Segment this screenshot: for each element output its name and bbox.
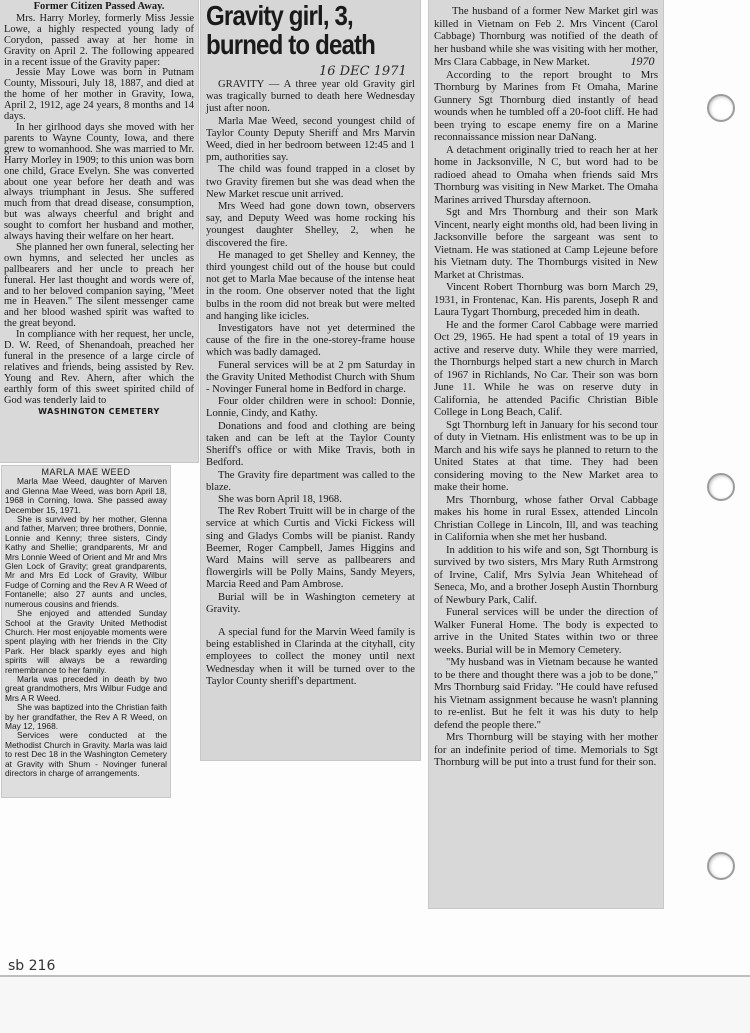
paragraph: Mrs Thornburg will be staying with her mother for an indefinite period of time. Memorials to Sgt Thornburg will be put into a trust fund for their son. — [434, 731, 658, 768]
paragraph — [434, 5, 658, 69]
paragraph: In her girlhood days she moved with her parents to Wayne County, Iowa, and there grew to womanhood. She was married to Mr. Harry Morley in 1909; to this union was born one child, Grace Evelyn. She was converted about one year before her death and was always triumphant in Jesus. She suffered much from that dread disease, consumption, but was always cheerful and bright and sought to comfort her husband and mother, always having their welfare on her heart. — [4, 121, 194, 243]
handwritten-date: 16 DEC 1971 — [319, 64, 407, 79]
paragraph: GRAVITY — A three year old Gravity girl was tragically burned to death here Wednesday just after noon. — [206, 79, 415, 115]
spacer — [206, 616, 415, 627]
headline-line-2: burned to death — [206, 29, 376, 60]
paragraph: He and the former Carol Cabbage were married Oct 29, 1965. He had spent a total of 19 years in active and reserve duty. While they were married, the Thornburgs helped start a new church in March of 1967 in Richlands, No Car. Their son was born June 11. While he was on reserve duty in California, he attended Pacific Christian Bible College in Long Beach, Calif. — [434, 318, 658, 418]
paragraph: Donations and food and clothing are being taken and can be left at the Taylor County Sheriff's office or with Mike Travis, both in Bedford. — [206, 420, 415, 469]
paragraph: Mrs Weed had gone down town, observers say, and Deputy Weed was home rocking his youngest daughter Shelley, 2, when he discovered the fire. — [206, 201, 415, 249]
article-headline — [206, 1, 412, 59]
scrapbook-page-number: sb 216 — [8, 958, 56, 974]
paragraph: He managed to get Shelley and Kenney, the third youngest child out of the house but could not get to Marla Mae because of the intense heat in the room. One observer noted that the light bulbs in the room did not break but were melted and hanging like icicles. — [206, 249, 415, 322]
paragraph: In compliance with her request, her uncle, D. W. Reed, of Shenandoah, preached her funeral in the presence of a large circle of relatives and friends, being assisted by Rev. Young and Rev. Ahern, after which the earthly form of this sweet spirited child of God was tenderly laid to — [4, 329, 194, 406]
paragraph: The Rev Robert Truitt will be in charge of the service at which Curtis and Vicki Fickess will sing and Gladys Combs will be pianist. Randy Beemer, Roger Campbell, James Higgins and Ward Mains will serve as pallbearers and flowergirls will be Polly Mains, Sandy Meyers, Marcia Reed and Pam Ambrose. — [206, 506, 415, 591]
binder-hole-middle — [707, 473, 735, 501]
paragraph: Mrs. Harry Morley, formerly Miss Jessie Lowe, a highly respected young lady of Corydon, passed away at her home in Gravity on April 2. The following appeared in a recent issue of the Gravity paper: — [4, 12, 194, 68]
paragraph: She was baptized into the Christian faith by her grandfather, the Rev A R Weed, on May 12, 1968. — [5, 702, 167, 731]
paragraph: Four older children were in school: Donnie, Lonnie, Cindy, and Kathy. — [206, 396, 415, 420]
paragraph: Funeral services will be at 2 pm Saturday in the Gravity United Methodist Church with Shum - Novinger Funeral home in Bedford in charge. — [206, 359, 415, 396]
paragraph: Sgt Thornburg left in January for his second tour of duty in Vietnam. His enlistment was to be up in March and his wife says he planned to return to the United States at that time. They had been considering moving to the New Market area to make their home. — [434, 418, 658, 493]
binder-hole-top — [707, 94, 735, 122]
background-below-page — [0, 977, 750, 1033]
paragraph: Marla Mae Weed, second youngest child of Taylor County Deputy Sheriff and Mrs Marvin Weed, died in her bedroom between 12:45 and 1 pm, authorities say. — [206, 115, 415, 164]
paragraph: Funeral services will be under the direction of Walker Funeral Home. The body is expected to arrive in the United States within two or three weeks. Burial will be in Memory Cemetery. — [434, 606, 658, 656]
paragraph: A detachment originally tried to reach her at her home in Jacksonville, N C, but word had to be radioed ahead to Omaha when friends said Mrs Thornburg was visiting in New Market. The Omaha Marines arrived Thursday afternoon. — [434, 143, 658, 206]
paragraph: Marla was preceded in death by two great grandmothers, Mrs Wilbur Fudge and Mrs A R Weed. — [5, 673, 167, 703]
paragraph: Investigators have not yet determined the cause of the fire in the one-storey-frame house which was badly damaged. — [206, 323, 415, 359]
handwritten-year: 1970 — [630, 54, 655, 68]
cemetery-stamp: WASHINGTON CEMETERY — [38, 406, 160, 416]
paragraph: Services were conducted at the Methodist Church in Gravity. Marla was laid to rest Dec 18 in the Washington Cemetery at Gravity with Shum - Novinger funeral directors in charge of arrangements. — [5, 730, 167, 778]
paragraph: Mrs Thornburg, whose father Orval Cabbage makes his home in rural Essex, attended Lincoln Christian College in Lincoln, Ill, and was teaching in California when she met her husband. — [434, 493, 658, 543]
paragraph: She enjoyed and attended Sunday School at the Gravity United Methodist Church. Her most enjoyable moments were spent playing with her friends in the City Park. Her black sparkly eyes and high spirits will always be a rewarding remembrance to her family. — [5, 608, 167, 675]
binder-hole-bottom — [707, 852, 735, 880]
paragraph: Jessie May Lowe was born in Putnam County, Missouri, July 18, 1887, and died at the home of her mother in Gravity, Iowa, April 2, 1912, age 24 years, 8 months and 14 days. — [4, 67, 194, 123]
paragraph: In addition to his wife and son, Sgt Thornburg is survived by two sisters, Mrs Mary Ruth Armstrong of Irvine, Calif, Mrs Sylvia Jean Whitehead of Seneca, Mo, and a brother Joseph Austin Thornburg of Newbury Park, Calif. — [434, 543, 658, 606]
news-article-thornburg — [429, 0, 663, 908]
news-article-gravity-girl — [201, 0, 420, 760]
paragraph: Sgt and Mrs Thornburg and their son Mark Vincent, nearly eight months old, had been living in Jacksonville before the sargeant was sent to Vietnam. He was stationed at Camp Lejeune before his Vietnam duty. The Thornburgs visited in New Market at Christmas. — [434, 206, 658, 281]
paragraph: Vincent Robert Thornburg was born March 29, 1931, in Frontenac, Kan. His parents, Joseph R and Laura Tygart Thornburg, preceded him in death. — [434, 281, 658, 318]
obituary-clipping-weed — [2, 466, 170, 797]
paragraph: The Gravity fire department was called to the blaze. — [206, 469, 415, 493]
headline-line-1: Gravity girl, 3, — [206, 0, 353, 31]
paragraph: According to the report brought to Mrs Thornburg by Marines from Ft Omaha, Marine Gunnery Sgt Thornburg died instantly of head wounds when he tumbled off a 20-foot cliff. He had been trying to escape enemy fire on a Marine reconnaissance mission near DaNang. — [434, 68, 658, 143]
clipping-heading: Former Citizen Passed Away. — [33, 1, 165, 12]
paragraph: She was born April 18, 1968. — [218, 493, 342, 505]
clipping-heading: MARLA MAE WEED — [41, 467, 131, 477]
fund-paragraph: A special fund for the Marvin Weed family is being established in Clarinda at the cityhall, city employees to collect the money until next Wednesday when it will be turned over to the Taylor County sheriff's department. — [206, 626, 415, 687]
paragraph: Burial will be in Washington cemetery at Gravity. — [206, 591, 415, 615]
paragraph: The child was found trapped in a closet by two Gravity firemen but she was dead when the New Market rescue unit arrived. — [206, 164, 415, 200]
paragraph: Marla Mae Weed, daughter of Marven and Glenna Mae Weed, was born April 18, 1968 in Corning, Iowa. She passed away December 15, 1971. — [5, 476, 167, 515]
article-body — [206, 79, 415, 688]
paragraph: She planned her own funeral, selecting her own hymns, and selected her uncles as pallbearers and her uncle to preach her funeral. Her last thought and words were of, and to her beloved companion saying, "Meet me in Heaven." The silent messenger came and her blood washed spirit was wafted to the great beyond. — [4, 241, 194, 330]
obituary-clipping-lowe — [0, 0, 198, 462]
paragraph: "My husband was in Vietnam because he wanted to be there and thought there was a job to be done," Mrs Thornburg said Friday. "He could have refused his Vietnam assignment because he wasn't planning to re-enlist. But he felt it was his duty to help defend the people there." — [434, 656, 658, 731]
lead-text: The husband of a former New Market girl was killed in Vietnam on Feb 2. Mrs Vincent (Carol Cabbage) Thornburg was notified of the death of her husband while she was visiting with her mother, Mrs Clara Cabbage, in New Market. — [434, 5, 658, 68]
paragraph: She is survived by her mother, Glenna and father, Marven; three brothers, Donnie, Lonnie and Kenny; three sisters, Cindy Kathy and Shellie; grandparents, Mr and Mrs Lonnie Weed of Orient and Mr and Mrs Glen Lock of Gravity; great grandparents, Mr and Mrs Ed Lock of Gravity, Wilbur Fudge of Corning and the Rev A R Weed of Fontanelle; also 27 aunts and uncles, numerous cousins and friends. — [5, 514, 167, 609]
